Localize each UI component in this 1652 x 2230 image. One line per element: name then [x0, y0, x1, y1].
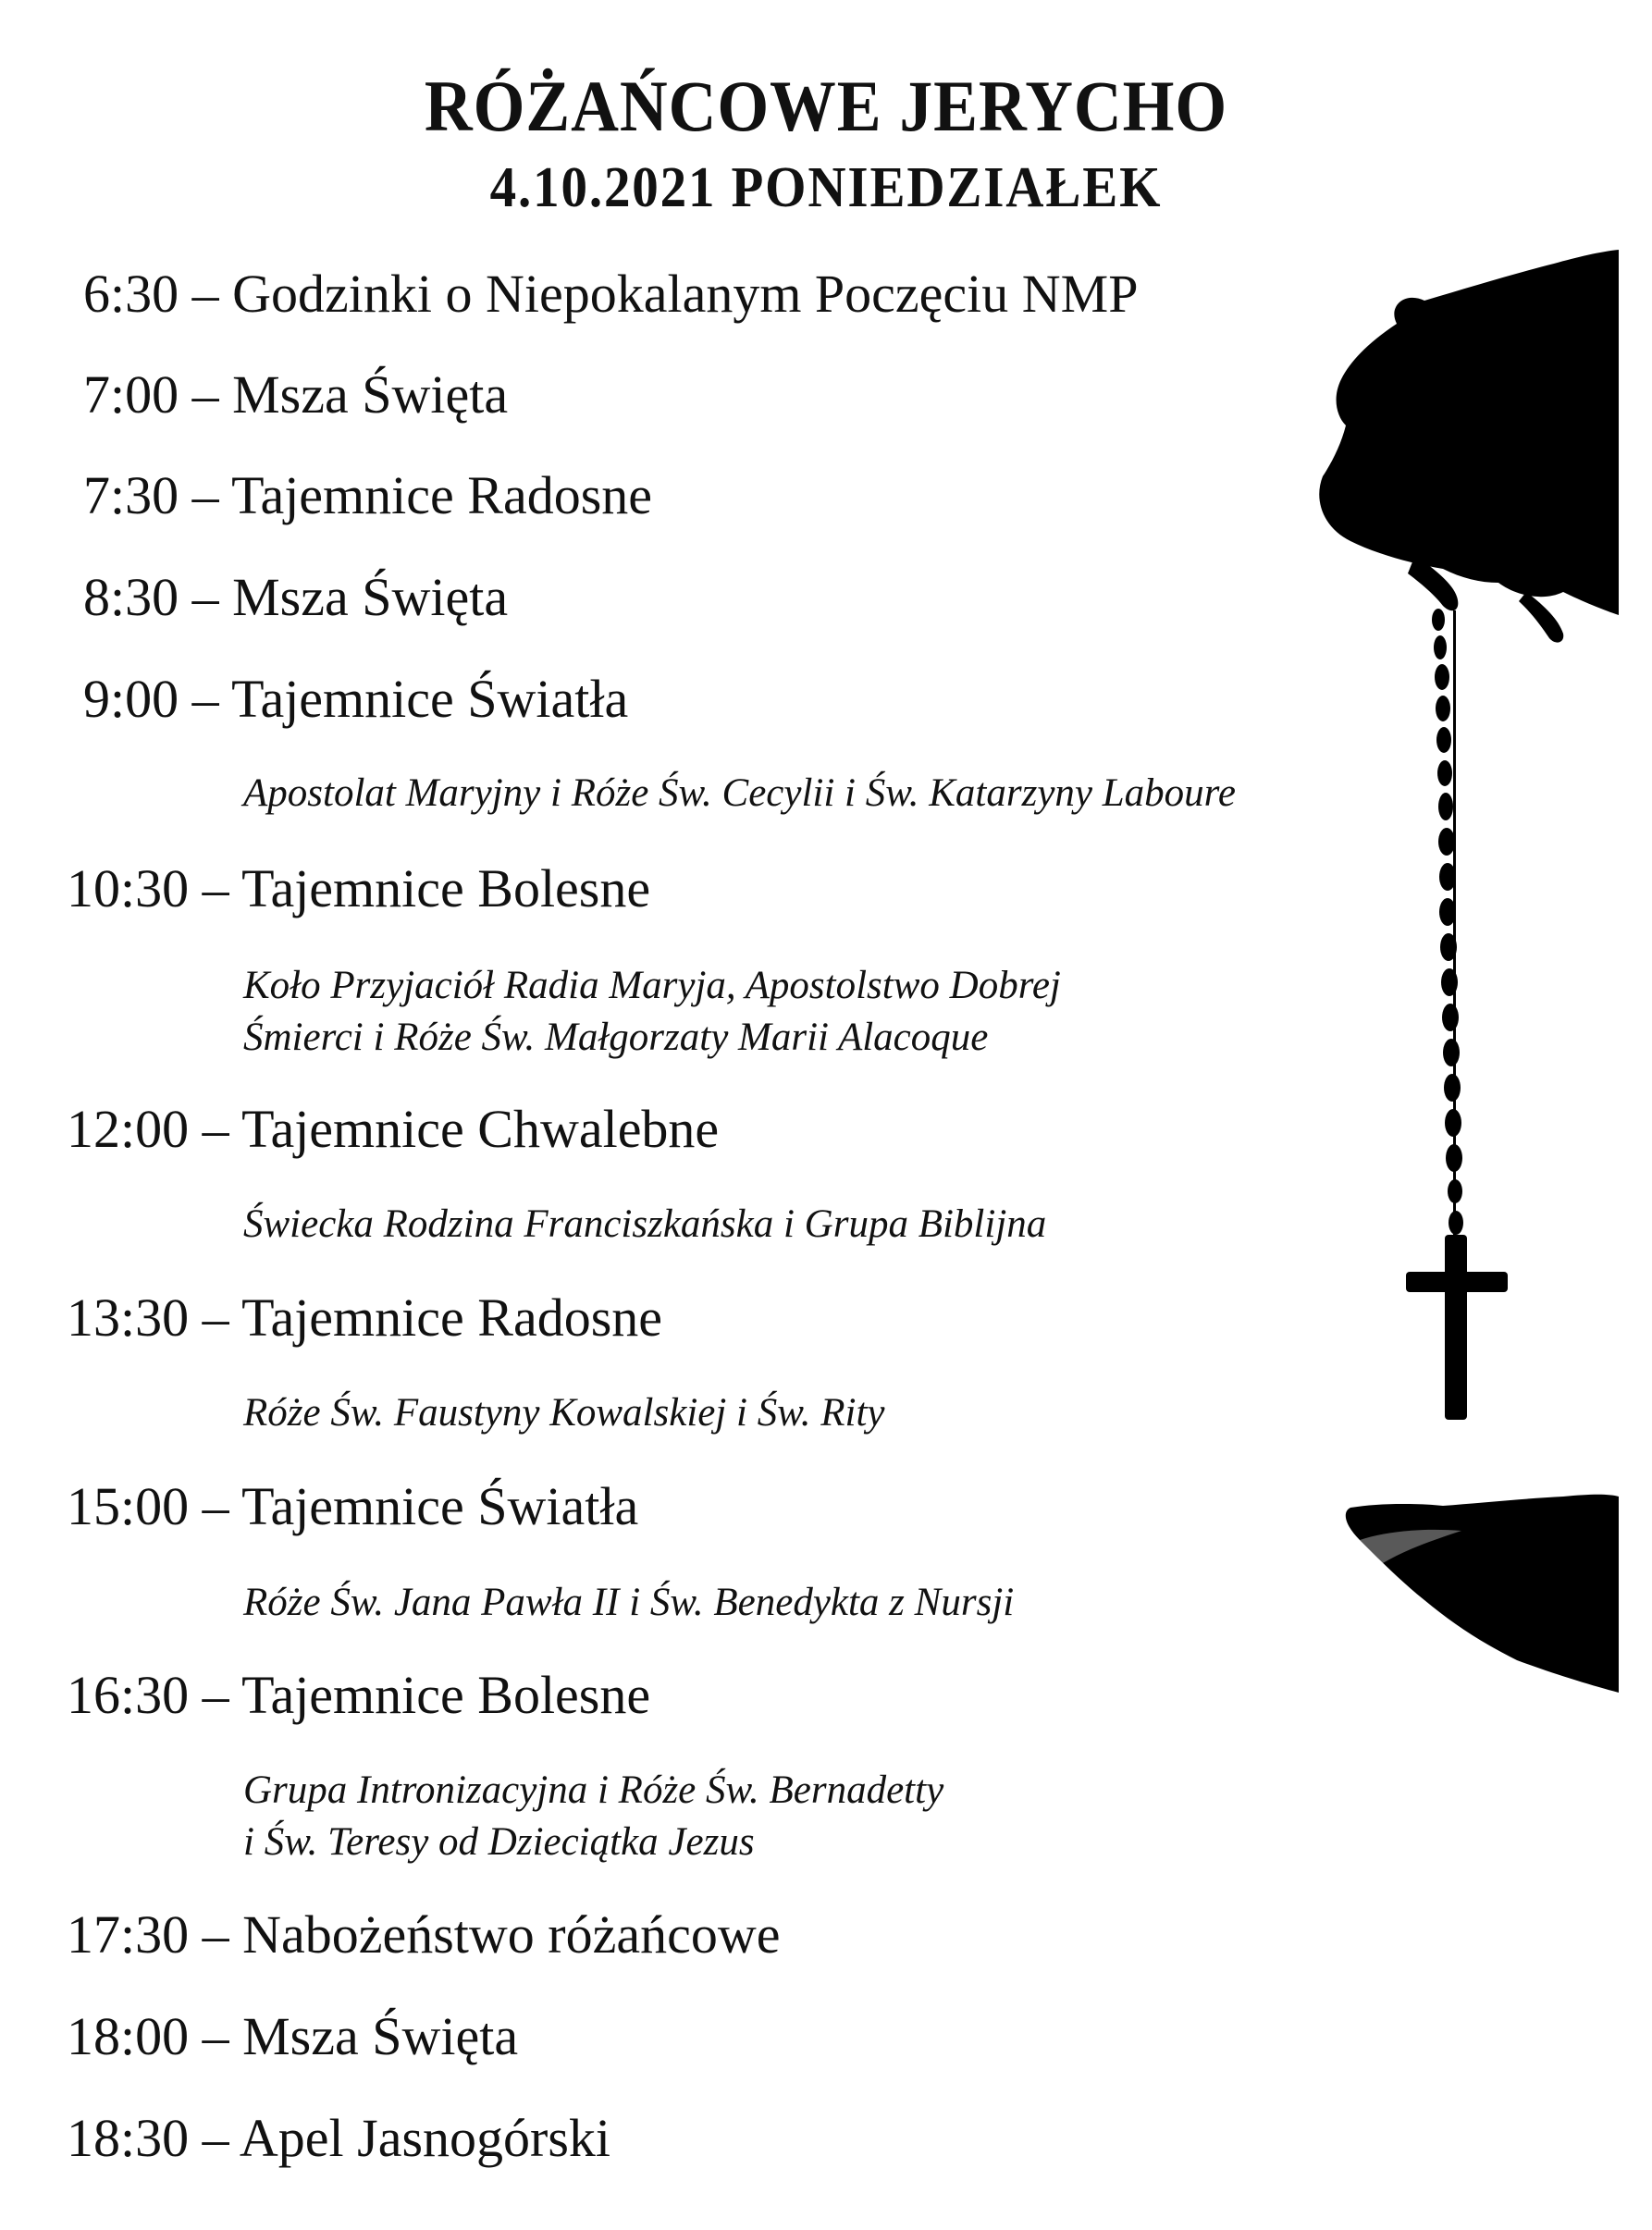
group-line: Świecka Rodzina Franciszkańska i Grupa Biblijna [243, 1202, 1047, 1246]
group-line: Róże Św. Jana Pawła II i Św. Benedykta z Nursji [243, 1581, 1015, 1624]
rosary-hands-silhouette-icon [1138, 250, 1619, 1693]
page-title: RÓŻAŃCOWE JERYCHO [424, 66, 1228, 146]
event-line: 12:00 – Tajemnice Chwalebne [67, 1099, 720, 1159]
rosary-beads [1432, 609, 1463, 1239]
group-line: Róże Św. Faustyny Kowalskiej i Św. Rity [243, 1391, 885, 1435]
event-groups [243, 1577, 1014, 1629]
event-line: 8:30 – Msza Święta [83, 567, 509, 627]
group-line: Śmierci i Róże Św. Małgorzaty Marii Alacoque [243, 1016, 989, 1059]
event-groups [243, 768, 1236, 819]
event-line: 10:30 – Tajemnice Bolesne [67, 858, 651, 918]
group-line: Apostolat Maryjny i Róże Św. Cecylii i Św. Katarzyny Laboure [243, 771, 1236, 815]
group-line: Koło Przyjaciół Radia Maryja, Apostolstwo Dobrej [243, 964, 1061, 1007]
event-line: 16:30 – Tajemnice Bolesne [67, 1665, 651, 1725]
event-line: 9:00 – Tajemnice Światła [83, 669, 629, 729]
event-groups [243, 1199, 1046, 1251]
group-line: i Św. Teresy od Dzieciątka Jezus [243, 1820, 755, 1864]
event-groups [243, 960, 1061, 1064]
event-line: 17:30 – Nabożeństwo różańcowe [67, 1904, 781, 1965]
event-date: 4.10.2021 PONIEDZIAŁEK [489, 156, 1163, 219]
open-palm-shape [1346, 1495, 1619, 1693]
event-line: 18:30 – Apel Jasnogórski [67, 2108, 611, 2168]
event-line: 6:30 – Godzinki o Niepokalanym Poczęciu NMP [83, 264, 1139, 324]
group-line: Grupa Intronizacyjna i Róże Św. Bernadetty [243, 1768, 944, 1812]
event-groups [243, 1765, 943, 1868]
upper-hand-shape [1319, 250, 1619, 615]
event-groups [243, 1387, 884, 1439]
cross-icon [1406, 1235, 1508, 1420]
event-line: 15:00 – Tajemnice Światła [67, 1476, 639, 1536]
event-line: 7:00 – Msza Święta [83, 364, 509, 425]
event-line: 13:30 – Tajemnice Radosne [67, 1287, 663, 1348]
event-line: 18:00 – Msza Święta [67, 2006, 519, 2066]
event-line: 7:30 – Tajemnice Radosne [83, 465, 653, 525]
